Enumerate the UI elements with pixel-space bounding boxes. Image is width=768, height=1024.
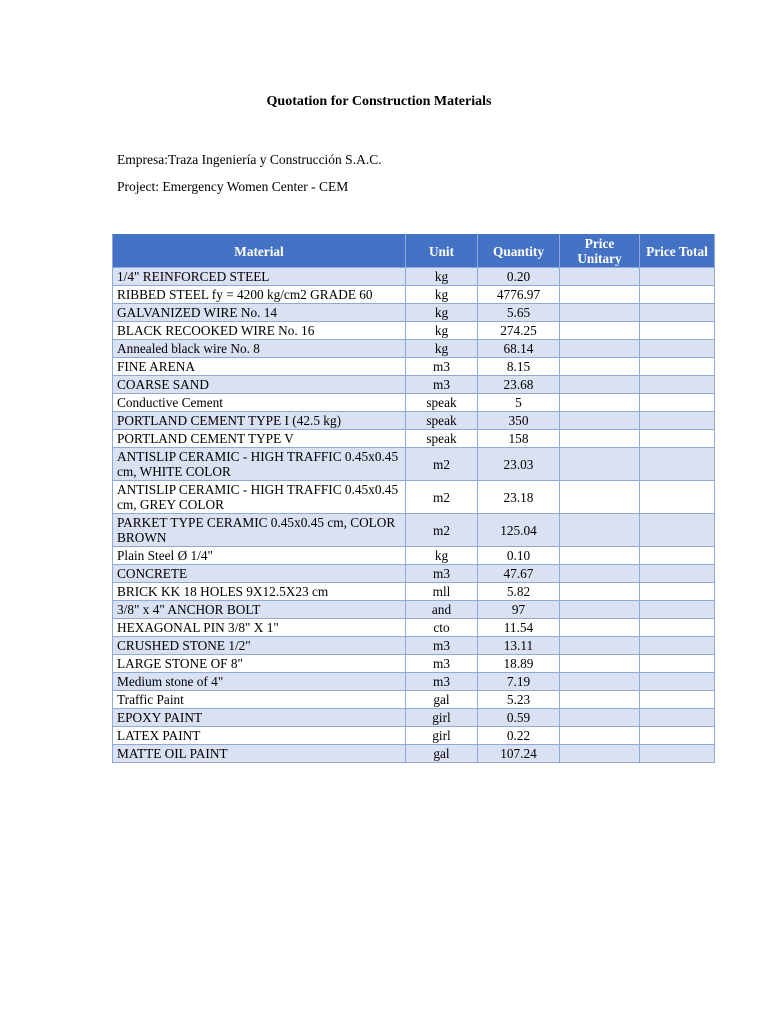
cell-quantity: 125.04 [478,514,560,547]
table-row [113,448,715,481]
table-row [113,286,715,304]
table-row [113,709,715,727]
cell-quantity: 8.15 [478,358,560,376]
cell-quantity: 5.82 [478,583,560,601]
cell-price-total [640,673,715,691]
cell-price-unitary [560,709,640,727]
cell-unit: m3 [406,376,478,394]
cell-price-total [640,340,715,358]
cell-quantity: 68.14 [478,340,560,358]
cell-price-total [640,481,715,514]
cell-unit: kg [406,547,478,565]
cell-unit: speak [406,430,478,448]
cell-unit: speak [406,394,478,412]
cell-price-total [640,394,715,412]
cell-quantity: 23.03 [478,448,560,481]
cell-price-unitary [560,376,640,394]
cell-quantity: 18.89 [478,655,560,673]
cell-quantity: 4776.97 [478,286,560,304]
cell-price-total [640,655,715,673]
cell-price-unitary [560,601,640,619]
project-line: Project: Emergency Women Center - CEM [117,179,349,194]
cell-price-unitary [560,322,640,340]
header-unit: Unit [406,235,478,268]
cell-unit: mll [406,583,478,601]
cell-material: FINE ARENA [113,358,406,376]
cell-material: Annealed black wire No. 8 [113,340,406,358]
cell-price-total [640,376,715,394]
cell-material: Plain Steel Ø 1/4" [113,547,406,565]
cell-price-total [640,745,715,763]
table-row [113,268,715,286]
cell-unit: m3 [406,358,478,376]
cell-unit: speak [406,412,478,430]
header-price-total: Price Total [640,235,715,268]
table-row [113,430,715,448]
table-row [113,304,715,322]
cell-quantity: 0.20 [478,268,560,286]
cell-quantity: 11.54 [478,619,560,637]
cell-material: Conductive Cement [113,394,406,412]
cell-price-unitary [560,394,640,412]
cell-price-total [640,412,715,430]
cell-price-unitary [560,583,640,601]
cell-quantity: 97 [478,601,560,619]
cell-price-unitary [560,655,640,673]
table-row [113,601,715,619]
cell-unit: m2 [406,448,478,481]
cell-price-total [640,448,715,481]
cell-price-total [640,547,715,565]
cell-price-unitary [560,412,640,430]
cell-price-unitary [560,358,640,376]
cell-material: ANTISLIP CERAMIC - HIGH TRAFFIC 0.45x0.45 cm, WHITE COLOR [113,448,406,481]
cell-material: Medium stone of 4" [113,673,406,691]
cell-price-total [640,322,715,340]
cell-price-unitary [560,286,640,304]
cell-price-unitary [560,637,640,655]
cell-material: PORTLAND CEMENT TYPE V [113,430,406,448]
cell-price-unitary [560,745,640,763]
table-row [113,412,715,430]
cell-price-unitary [560,727,640,745]
cell-quantity: 5.23 [478,691,560,709]
cell-unit: gal [406,745,478,763]
header-material: Material [113,235,406,268]
cell-price-unitary [560,619,640,637]
cell-price-unitary [560,448,640,481]
materials-table [112,234,715,763]
cell-material: EPOXY PAINT [113,709,406,727]
cell-price-unitary [560,481,640,514]
cell-quantity: 274.25 [478,322,560,340]
cell-quantity: 158 [478,430,560,448]
cell-price-total [640,691,715,709]
cell-material: CRUSHED STONE 1/2" [113,637,406,655]
cell-price-total [640,358,715,376]
cell-price-total [640,637,715,655]
cell-material: CONCRETE [113,565,406,583]
table-row [113,376,715,394]
table-row [113,655,715,673]
cell-unit: gal [406,691,478,709]
cell-price-unitary [560,673,640,691]
table-row [113,565,715,583]
cell-price-total [640,430,715,448]
cell-price-unitary [560,304,640,322]
table-row [113,745,715,763]
cell-material: RIBBED STEEL fy = 4200 kg/cm2 GRADE 60 [113,286,406,304]
cell-material: MATTE OIL PAINT [113,745,406,763]
cell-unit: kg [406,268,478,286]
cell-quantity: 350 [478,412,560,430]
cell-quantity: 0.59 [478,709,560,727]
table-row [113,673,715,691]
document-title: Quotation for Construction Materials [266,94,492,109]
company-line: Empresa:Traza Ingeniería y Construcción S.A.C. [117,152,382,167]
table-row [113,394,715,412]
table-row [113,691,715,709]
cell-material: GALVANIZED WIRE No. 14 [113,304,406,322]
cell-unit: kg [406,286,478,304]
cell-material: PARKET TYPE CERAMIC 0.45x0.45 cm, COLOR BROWN [113,514,406,547]
table-row [113,358,715,376]
cell-quantity: 5 [478,394,560,412]
cell-unit: kg [406,322,478,340]
cell-price-unitary [560,565,640,583]
cell-material: 1/4" REINFORCED STEEL [113,268,406,286]
table-row [113,619,715,637]
cell-price-total [640,619,715,637]
table-row [113,583,715,601]
cell-unit: girl [406,727,478,745]
table-row [113,727,715,745]
cell-material: 3/8" x 4" ANCHOR BOLT [113,601,406,619]
cell-price-total [640,727,715,745]
cell-unit: kg [406,304,478,322]
cell-price-unitary [560,268,640,286]
cell-price-total [640,268,715,286]
table-row [113,340,715,358]
cell-unit: girl [406,709,478,727]
cell-material: HEXAGONAL PIN 3/8" X 1" [113,619,406,637]
cell-quantity: 107.24 [478,745,560,763]
cell-quantity: 13.11 [478,637,560,655]
cell-material: PORTLAND CEMENT TYPE I (42.5 kg) [113,412,406,430]
cell-material: BLACK RECOOKED WIRE No. 16 [113,322,406,340]
cell-unit: cto [406,619,478,637]
cell-price-total [640,601,715,619]
cell-unit: m3 [406,637,478,655]
cell-quantity: 5.65 [478,304,560,322]
cell-price-unitary [560,340,640,358]
header-quantity: Quantity [478,235,560,268]
cell-price-unitary [560,691,640,709]
cell-material: COARSE SAND [113,376,406,394]
cell-material: ANTISLIP CERAMIC - HIGH TRAFFIC 0.45x0.45 cm, GREY COLOR [113,481,406,514]
cell-price-unitary [560,514,640,547]
cell-material: LARGE STONE OF 8" [113,655,406,673]
cell-unit: m2 [406,481,478,514]
cell-price-total [640,565,715,583]
table-row [113,637,715,655]
cell-material: Traffic Paint [113,691,406,709]
table-row [113,322,715,340]
cell-material: LATEX PAINT [113,727,406,745]
cell-price-total [640,304,715,322]
cell-price-total [640,514,715,547]
header-price-unitary: Price Unitary [560,235,640,268]
cell-quantity: 23.68 [478,376,560,394]
table-row [113,547,715,565]
cell-unit: m2 [406,514,478,547]
cell-price-unitary [560,547,640,565]
cell-quantity: 0.10 [478,547,560,565]
table-row [113,481,715,514]
cell-unit: m3 [406,655,478,673]
cell-price-total [640,286,715,304]
table-row [113,514,715,547]
table-header-row [113,235,715,268]
cell-material: BRICK KK 18 HOLES 9X12.5X23 cm [113,583,406,601]
cell-unit: m3 [406,565,478,583]
cell-quantity: 23.18 [478,481,560,514]
cell-quantity: 0.22 [478,727,560,745]
cell-quantity: 47.67 [478,565,560,583]
cell-price-unitary [560,430,640,448]
cell-unit: and [406,601,478,619]
cell-quantity: 7.19 [478,673,560,691]
cell-unit: m3 [406,673,478,691]
cell-price-total [640,583,715,601]
cell-unit: kg [406,340,478,358]
cell-price-total [640,709,715,727]
